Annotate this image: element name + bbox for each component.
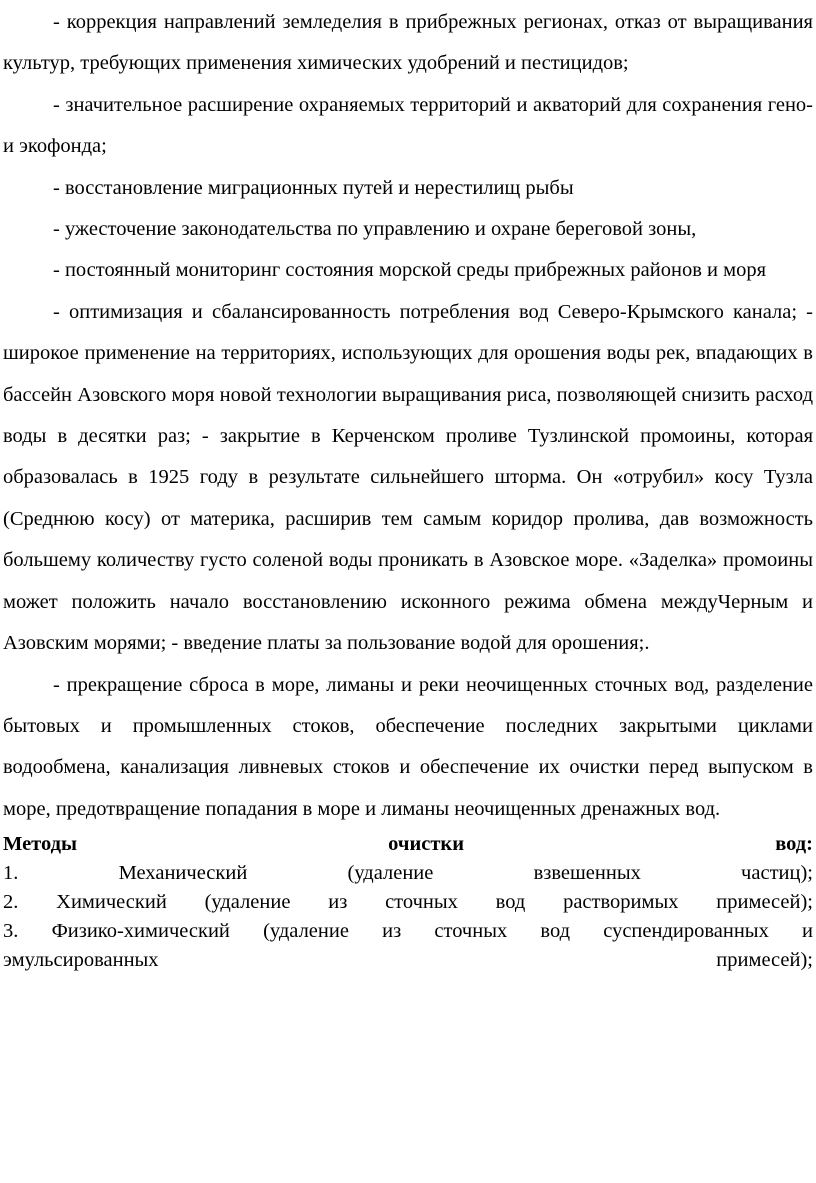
paragraph-4: - ужесточение законодательства по управлению и охране береговой зоны,: [53, 218, 697, 241]
method-item-4: эмульсированных примесей);: [3, 949, 813, 972]
paragraph-5: - постоянный мониторинг состояния морской среды прибрежных районов и моря: [53, 259, 767, 282]
methods-section: [3, 830, 813, 975]
paragraph-6: - оптимизация и сбалансированность потребления вод Северо-Крымского канала; - широкое применение на территориях, использующих для орошения воды рек, впадающих в бассейн Азовского моря новой технологии выращивания риса, позволяющей снизить расход воды в десятки раз; - закрытие в Керченском проливе Тузлинской промоины, которая образовалась в 1925 году в результате сильнейшего шторма. Он «отрубил» косу Тузла (Среднюю косу) от материка, расширив тем самым коридор пролива, дав возможность большему количеству густо соленой воды проникать в Азовское море. «Заделка» промоины может положить начало восстановлению исконного режима обмена междуЧерным и Азовским морями; - введение платы за пользование водой для орошения;.: [3, 300, 813, 655]
method-item-1: 1. Механический (удаление взвешенных частиц);: [3, 862, 813, 885]
method-item-2: 2. Химический (удаление из сточных вод растворимых примесей);: [3, 891, 813, 914]
paragraph-1: - коррекция направлений земледелия в прибрежных регионах, отказ от выращивания культур, требующих применения химических удобрений и пестицидов;: [3, 11, 813, 75]
paragraph-7: - прекращение сброса в море, лиманы и реки неочищенных сточных вод, разделение бытовых и промышленных стоков, обеспечение последних закрытыми циклами водообмена, канализация ливневых стоков и обеспечение их очистки перед выпуском в море, предотвращение попадания в море и лиманы неочищенных дренажных вод.: [3, 673, 813, 820]
paragraph-2: - значительное расширение охраняемых территорий и акваторий для сохранения гено- и экофонда;: [3, 93, 813, 158]
paragraph-3: - восстановление миграционных путей и нерестилищ рыбы: [53, 176, 574, 199]
methods-heading: Методы очистки вод:: [3, 833, 813, 856]
method-item-3: 3. Физико-химический (удаление из сточных вод суспендированных и: [3, 920, 813, 943]
